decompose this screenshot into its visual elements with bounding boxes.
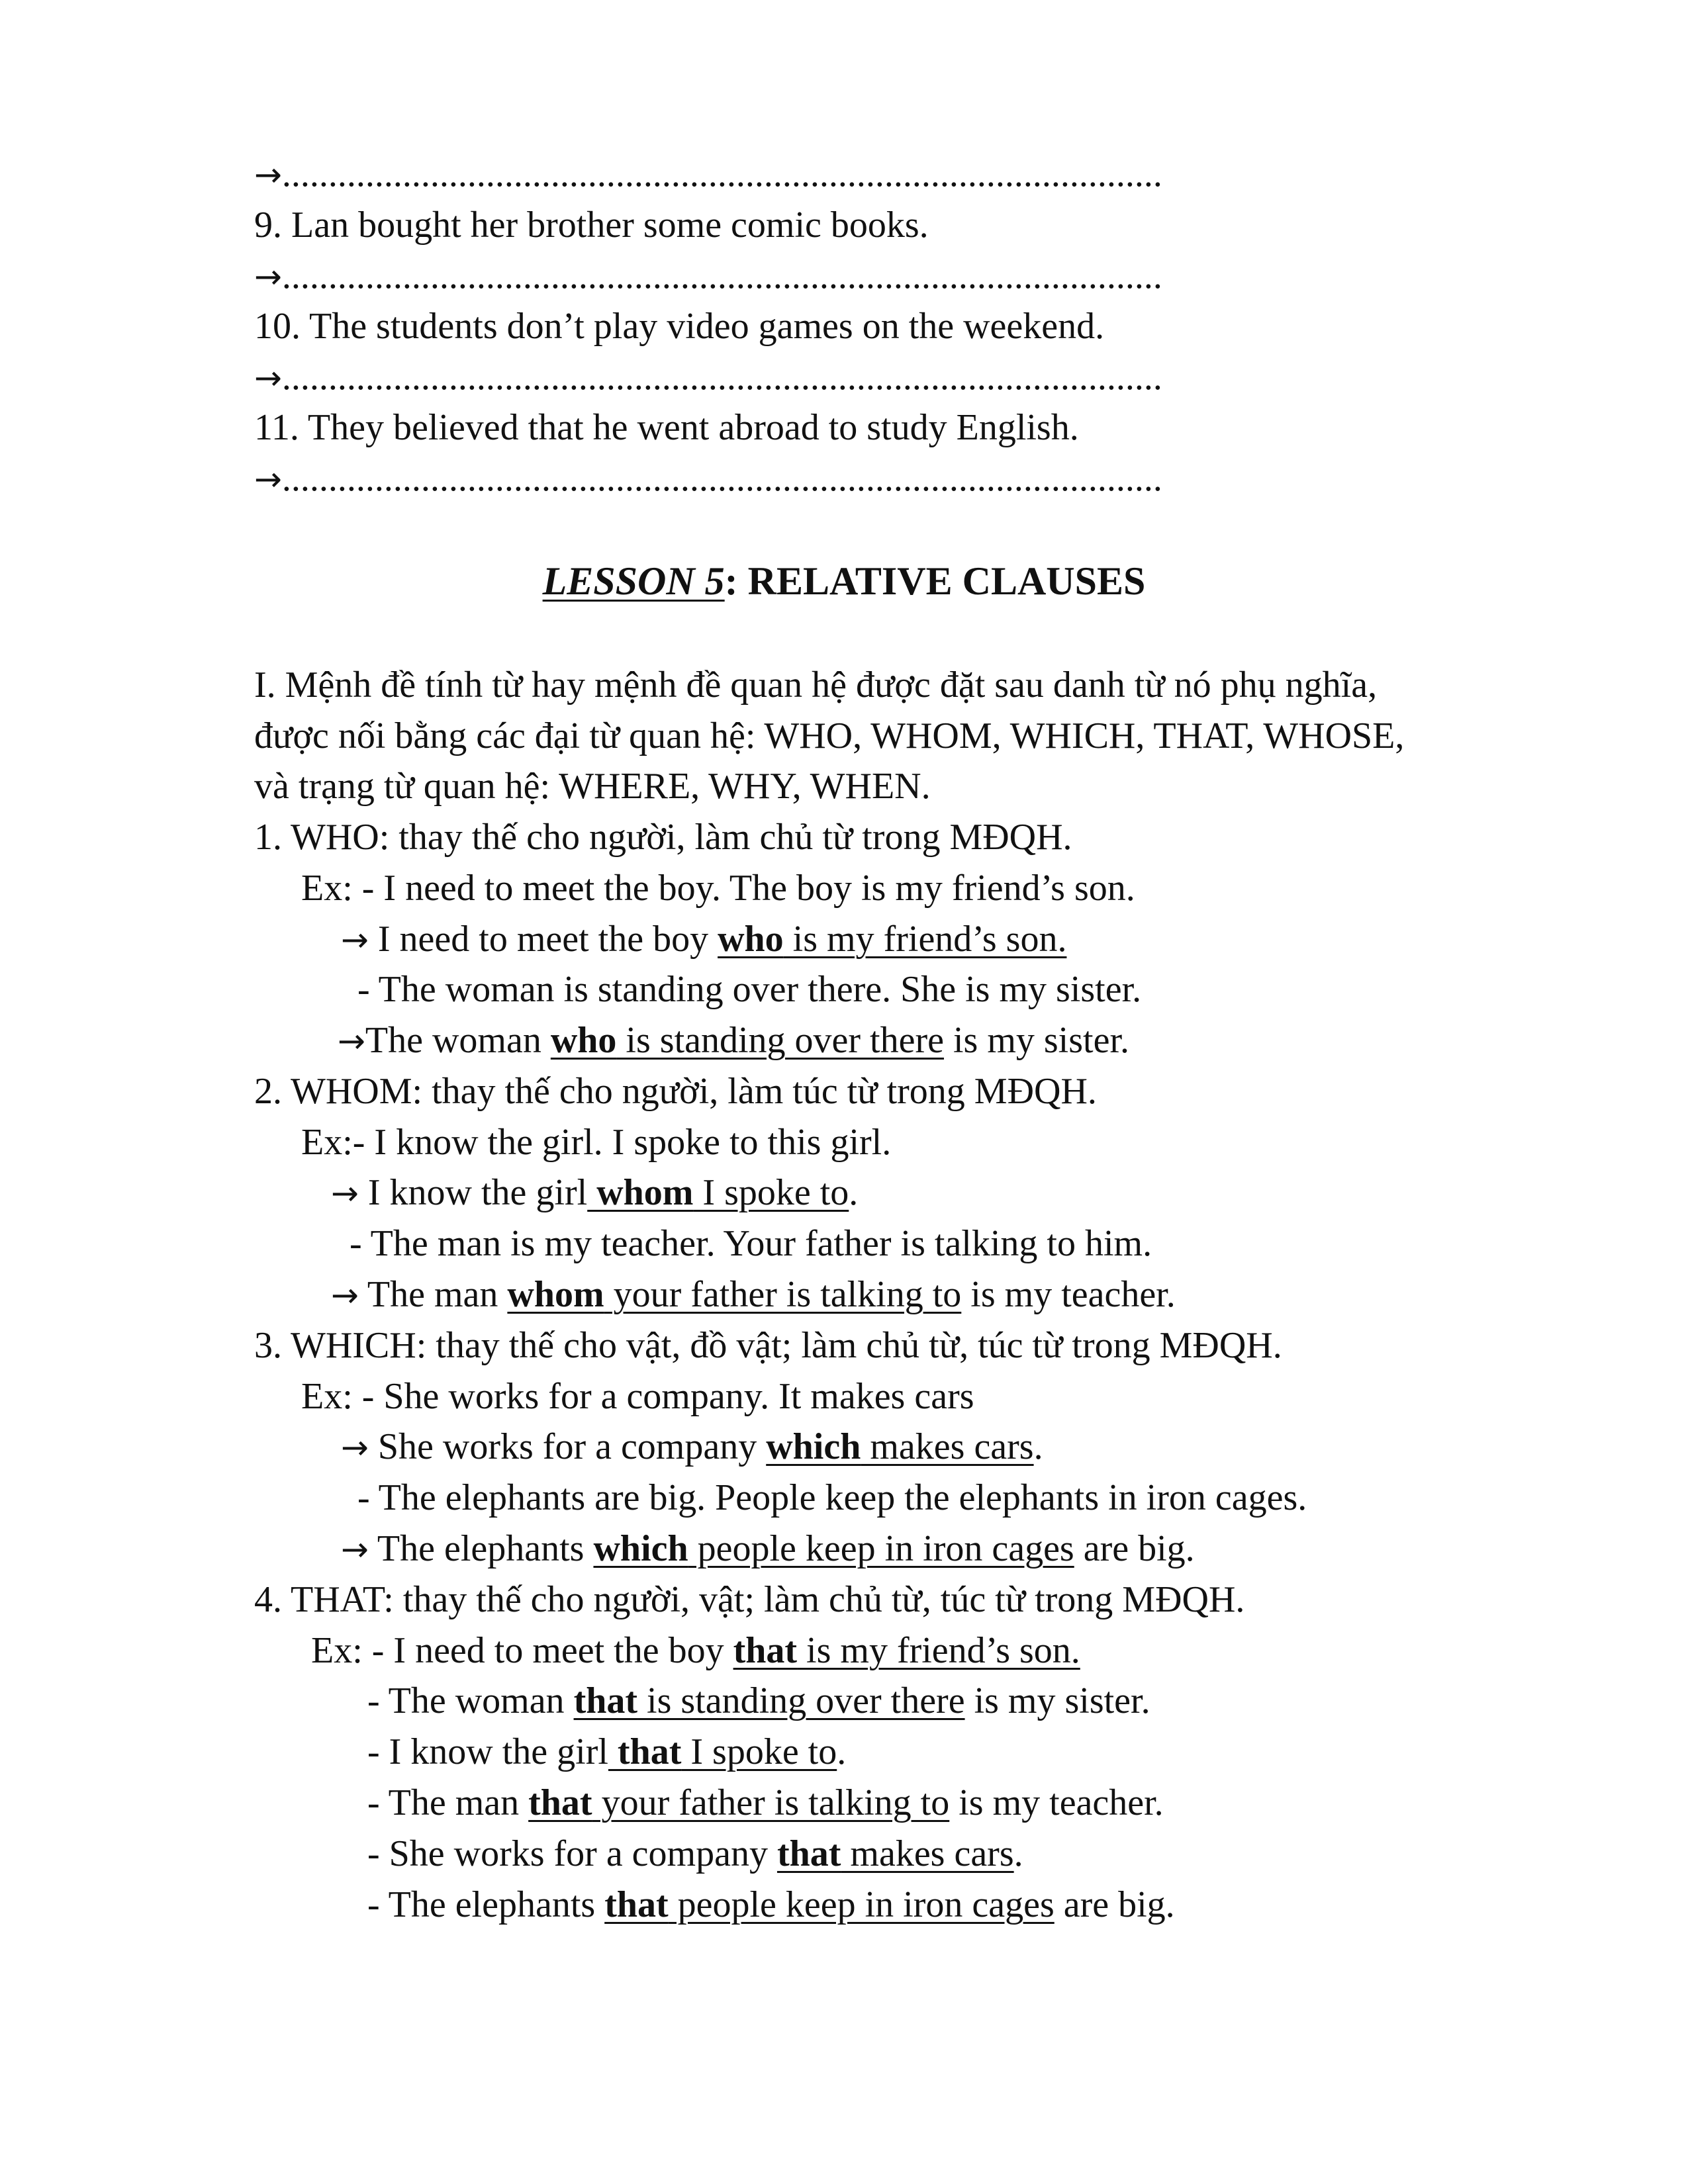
relative-clause: your father is talking to xyxy=(604,1274,962,1315)
example-line: - The man is my teacher. Your father is talking to him. xyxy=(350,1223,1152,1264)
answer-line xyxy=(254,253,1162,300)
example-line: - The elephants that people keep in iron cages are big. xyxy=(367,1884,1175,1925)
arrow-icon: → xyxy=(254,257,282,296)
section-heading-whom: 2. WHOM: thay thế cho người, làm túc từ trong MĐQH. xyxy=(254,1071,1097,1112)
example-line: - She works for a company that makes cars. xyxy=(367,1833,1023,1874)
relative-pronoun: that xyxy=(604,1884,669,1925)
exercise-item: 11. They believed that he went abroad to study English. xyxy=(254,407,1079,448)
arrow-icon: → xyxy=(331,1276,359,1314)
section-heading-which: 3. WHICH: thay thế cho vật, đồ vật; làm chủ từ, túc từ trong MĐQH. xyxy=(254,1325,1282,1366)
example-answer: → I need to meet the boy who is my friend’s son. xyxy=(341,919,1067,960)
relative-clause: I spoke to xyxy=(693,1172,849,1213)
example-answer: → The elephants which people keep in iron cages are big. xyxy=(341,1528,1195,1569)
lesson-title xyxy=(0,556,1688,606)
relative-clause: is standing over there xyxy=(616,1020,944,1061)
answer-line xyxy=(254,151,1162,198)
example-answer: →The woman who is standing over there is my sister. xyxy=(338,1020,1129,1061)
arrow-icon: → xyxy=(341,921,369,959)
intro-line: I. Mệnh đề tính từ hay mệnh đề quan hệ được đặt sau danh từ nó phụ nghĩa, xyxy=(254,664,1378,705)
relative-clause: is my friend’s son. xyxy=(797,1630,1080,1671)
lesson-label: LESSON 5 xyxy=(542,559,725,603)
example-line: Ex:- I know the girl. I spoke to this girl. xyxy=(301,1122,892,1163)
relative-clause: your father is talking to xyxy=(592,1782,950,1823)
relative-clause: makes cars xyxy=(861,1426,1034,1467)
relative-clause: is standing over there xyxy=(637,1680,965,1721)
answer-line xyxy=(254,455,1162,502)
arrow-icon: → xyxy=(254,460,282,498)
exercise-item: 10. The students don’t play video games on the weekend. xyxy=(254,306,1105,347)
relative-pronoun: that xyxy=(573,1680,638,1721)
answer-dots: ............................................................................................... xyxy=(281,357,1162,398)
relative-clause: people keep in iron cages xyxy=(688,1528,1074,1569)
relative-clause: makes cars xyxy=(841,1833,1014,1874)
example-answer: → She works for a company which makes cars. xyxy=(341,1426,1043,1467)
answer-line xyxy=(254,354,1162,401)
example-line: - I know the girl that I spoke to. xyxy=(367,1731,847,1772)
arrow-icon: → xyxy=(341,1428,369,1467)
relative-pronoun: who xyxy=(550,1020,617,1061)
relative-pronoun: whom xyxy=(507,1274,604,1315)
answer-dots: ............................................................................................... xyxy=(281,458,1162,499)
answer-dots: ............................................................................................... xyxy=(281,154,1162,195)
relative-pronoun: whom xyxy=(587,1172,694,1213)
arrow-icon: → xyxy=(341,1530,369,1569)
example-answer: → The man whom your father is talking to is my teacher. xyxy=(331,1274,1176,1315)
arrow-icon: → xyxy=(254,156,282,194)
relative-pronoun: that xyxy=(608,1731,682,1772)
relative-clause: I spoke to xyxy=(681,1731,837,1772)
example-line: - The woman is standing over there. She is my sister. xyxy=(357,969,1142,1010)
relative-clause: people keep in iron cages xyxy=(668,1884,1055,1925)
example-line: - The woman that is standing over there is my sister. xyxy=(367,1680,1150,1721)
relative-pronoun: which xyxy=(766,1426,861,1467)
arrow-icon: → xyxy=(338,1022,365,1060)
relative-pronoun: who xyxy=(718,919,784,960)
example-line: Ex: - I need to meet the boy that is my friend’s son. xyxy=(311,1630,1080,1671)
example-line: - The man that your father is talking to is my teacher. xyxy=(367,1782,1164,1823)
relative-pronoun: that xyxy=(528,1782,592,1823)
relative-pronoun: that xyxy=(733,1630,798,1671)
section-heading-who: 1. WHO: thay thế cho người, làm chủ từ trong MĐQH. xyxy=(254,817,1072,858)
intro-line: được nối bằng các đại từ quan hệ: WHO, WHOM, WHICH, THAT, WHOSE, xyxy=(254,715,1405,756)
example-line: Ex: - I need to meet the boy. The boy is my friend’s son. xyxy=(301,868,1135,909)
section-heading-that: 4. THAT: thay thế cho người, vật; làm chủ từ, túc từ trong MĐQH. xyxy=(254,1579,1245,1620)
answer-dots: ............................................................................................... xyxy=(281,255,1162,296)
example-line: Ex: - She works for a company. It makes cars xyxy=(301,1376,974,1417)
exercise-item: 9. Lan bought her brother some comic books. xyxy=(254,205,929,246)
intro-line: và trạng từ quan hệ: WHERE, WHY, WHEN. xyxy=(254,766,931,807)
example-answer: → I know the girl whom I spoke to. xyxy=(331,1172,859,1213)
relative-clause: is my friend’s son. xyxy=(783,919,1067,960)
arrow-icon: → xyxy=(331,1174,359,1212)
relative-pronoun: that xyxy=(776,1833,841,1874)
relative-pronoun: which xyxy=(593,1528,688,1569)
arrow-icon: → xyxy=(254,359,282,397)
example-line: - The elephants are big. People keep the elephants in iron cages. xyxy=(357,1477,1307,1518)
lesson-topic: : RELATIVE CLAUSES xyxy=(724,559,1146,603)
